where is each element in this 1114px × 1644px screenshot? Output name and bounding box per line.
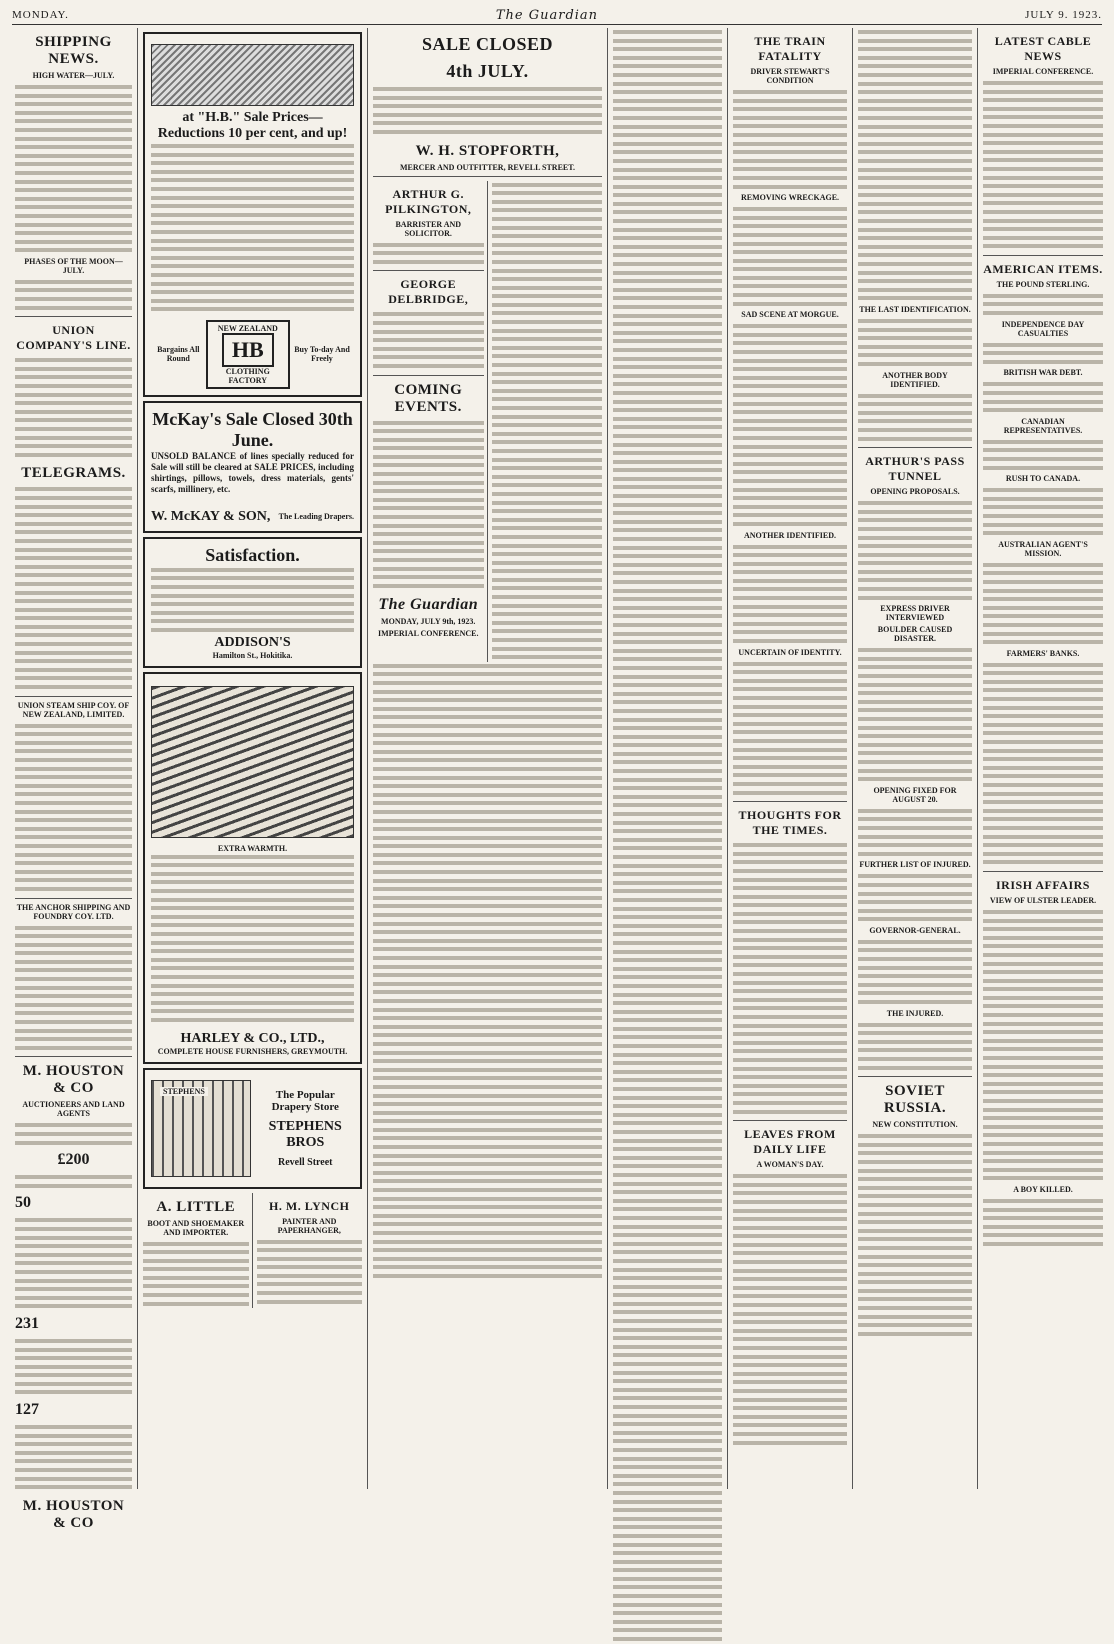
new-constitution-heading: NEW CONSTITUTION. [872, 1120, 958, 1130]
british-war-debt-heading: BRITISH WAR DEBT. [1003, 368, 1083, 378]
delbridge-name: GEORGE DELBRIDGE, [388, 277, 469, 307]
australian-agent-heading: AUSTRALIAN AGENT'S MISSION. [998, 539, 1088, 558]
little-subtitle: BOOT AND SHOEMAKER AND IMPORTER. [147, 1218, 245, 1237]
hb-logo: HB [222, 333, 274, 367]
bargains-text: Bargains All Round [157, 345, 200, 364]
column-5 [728, 28, 853, 1489]
little-name: A. LITTLE [156, 1198, 236, 1215]
hb-banner-image [151, 44, 354, 106]
shipping-news-heading: SHIPPING NEWS. [35, 34, 112, 67]
sad-scene-heading: SAD SCENE AT MORGUE. [741, 310, 839, 320]
imperial-conference-heading: IMPERIAL CONFERENCE. [992, 67, 1094, 76]
opening-fixed-heading: OPENING FIXED FOR AUGUST 20. [873, 785, 957, 804]
column-2 [138, 28, 368, 1489]
further-injured-heading: FURTHER LIST OF INJURED. [859, 860, 971, 870]
property-price: £200 [57, 1151, 90, 1169]
anchor-company-heading: THE ANCHOR SHIPPING AND FOUNDRY COY. LTD. [16, 902, 131, 921]
masthead-day: MONDAY. [12, 9, 69, 21]
opening-proposals-heading: OPENING PROPOSALS. [870, 487, 960, 497]
buy-text: Buy To-day And Freely [294, 345, 350, 364]
pilkington-name: ARTHUR G. PILKINGTON, [385, 186, 472, 216]
store-sign: STEPHENS [160, 1087, 208, 1096]
union-steam-ship-heading: UNION STEAM SHIP COY. OF NEW ZEALAND, LIMITED. [17, 700, 130, 719]
leader-heading: IMPERIAL CONFERENCE. [378, 629, 479, 639]
boulder-heading: BOULDER CAUSED DISASTER. [877, 625, 953, 644]
harley-subtitle: COMPLETE HOUSE FURNISHERS, GREYMOUTH. [157, 1046, 348, 1056]
harley-ad [143, 672, 362, 1064]
latest-cable-heading: LATEST CABLE NEWS [994, 34, 1092, 63]
acres-50: 50 [15, 1194, 31, 1212]
masthead-title: The Guardian [495, 7, 599, 23]
governor-heading: GOVERNOR-GENERAL. [869, 925, 961, 935]
column-4 [608, 28, 728, 1489]
womans-day-heading: A WOMAN'S DAY. [756, 1160, 824, 1170]
hb-sale-line: at "H.B." Sale Prices—Reductions 10 per cent, and up! [157, 110, 348, 141]
pound-sterling-heading: THE POUND STERLING. [996, 279, 1090, 289]
american-items-heading: AMERICAN ITEMS. [983, 261, 1103, 276]
leaves-heading: LEAVES FROM DAILY LIFE [744, 1127, 836, 1157]
acres-231: 231 [15, 1314, 39, 1332]
mckay-body: UNSOLD BALANCE of lines specially reduced for Sale will still be cleared at SALE PRICES, including shirtings, pillows, towels, dress materials, gents' scarfs, millinery, etc. [151, 450, 354, 494]
column-3 [368, 28, 608, 1489]
injured-heading: THE INJURED. [886, 1008, 944, 1018]
ulster-leader-heading: VIEW OF ULSTER LEADER. [989, 895, 1097, 905]
harley-name: HARLEY & CO., LTD., [180, 1030, 325, 1046]
revell-street-text: Revell Street [277, 1156, 333, 1168]
express-driver-heading: EXPRESS DRIVER INTERVIEWED [880, 604, 950, 623]
clothing-factory-text: CLOTHING FACTORY [225, 366, 270, 385]
mckay-name: W. McKAY & SON, [151, 508, 271, 524]
guardian-date: MONDAY, JULY 9th, 1923. [381, 617, 476, 627]
sale-closed-heading: SALE CLOSED [421, 34, 554, 54]
farmers-banks-heading: FARMERS' BANKS. [1006, 648, 1080, 658]
satisfaction-title: Satisfaction. [205, 544, 300, 565]
stephens-bros-name: STEPHENS BROS [268, 1118, 342, 1150]
boy-killed-heading: A BOY KILLED. [1013, 1184, 1073, 1194]
houston-subheading: AUCTIONEERS AND LAND AGENTS [22, 1100, 125, 1119]
mckay-ad [143, 401, 362, 533]
lynch-subtitle: PAINTER AND PAPERHANGER, [277, 1216, 341, 1235]
telegrams-heading: TELEGRAMS. [21, 465, 126, 482]
mckay-tagline: The Leading Drapers. [278, 512, 354, 522]
stephens-ad [143, 1068, 362, 1189]
another-body-heading: ANOTHER BODY IDENTIFIED. [882, 370, 948, 389]
addison-location: Hamilton St., Hokitika. [212, 650, 293, 660]
extra-warmth-heading: EXTRA WARMTH. [217, 843, 288, 853]
tide-table [15, 83, 132, 255]
soviet-russia-heading: SOVIET RUSSIA. [883, 1083, 947, 1117]
column-7 [978, 28, 1108, 1489]
rush-to-canada-heading: RUSH TO CANADA. [1005, 474, 1081, 484]
masthead [12, 6, 1102, 25]
masthead-date: JULY 9. 1923. [1025, 9, 1102, 21]
uncertain-heading: UNCERTAIN OF IDENTITY. [738, 647, 842, 657]
houston-heading: M. HOUSTON & CO [22, 1063, 125, 1097]
hb-sale-ad [143, 32, 362, 397]
phases-heading: PHASES OF THE MOON—JULY. [24, 256, 123, 275]
independence-heading: INDEPENDENCE DAY CASUALTIES [1001, 319, 1085, 338]
train-fatality-heading: THE TRAIN FATALITY [754, 34, 826, 63]
coming-events-heading: COMING EVENTS. [394, 381, 463, 415]
stopforth-name: W. H. STOPFORTH, [415, 142, 560, 159]
stopforth-subtitle: MERCER AND OUTFITTER, REVELL STREET. [400, 162, 575, 172]
fourth-july-heading: 4th JULY. [446, 61, 529, 81]
union-line-heading: UNION COMPANY'S LINE. [16, 323, 131, 353]
houston-footer: M. HOUSTON & CO [22, 1497, 125, 1531]
blanket-illustration [151, 686, 354, 838]
column-1 [10, 28, 138, 1531]
acres-127: 127 [15, 1401, 39, 1419]
popular-drapery-text: The Popular Drapery Store [271, 1088, 339, 1113]
pilkington-subtitle: BARRISTER AND SOLICITOR. [395, 219, 462, 238]
removing-wreckage-heading: REMOVING WRECKAGE. [740, 193, 840, 203]
column-6 [853, 28, 978, 1489]
addison-name: ADDISON'S [214, 634, 291, 650]
last-identification-heading: THE LAST IDENTIFICATION. [859, 305, 971, 314]
guardian-heading: The Guardian [378, 596, 479, 614]
store-illustration [151, 1080, 251, 1177]
lynch-name: H. M. LYNCH [269, 1198, 350, 1213]
arthurs-pass-heading: ARTHUR'S PASS TUNNEL [865, 454, 965, 484]
mckay-title: McKay's Sale Closed 30th June. [152, 408, 353, 450]
another-identified-heading: ANOTHER IDENTIFIED. [743, 530, 836, 540]
new-zealand-text: NEW ZEALAND [217, 323, 278, 333]
canadian-reps-heading: CANADIAN REPRESENTATIVES. [1003, 416, 1083, 435]
thoughts-heading: THOUGHTS FOR THE TIMES. [738, 808, 842, 838]
high-water-heading: HIGH WATER—JULY. [32, 71, 115, 80]
driver-condition-heading: DRIVER STEWART'S CONDITION [750, 67, 830, 85]
addison-ad [143, 537, 362, 668]
columns [10, 28, 1108, 1531]
irish-affairs-heading: IRISH AFFAIRS [996, 877, 1090, 892]
